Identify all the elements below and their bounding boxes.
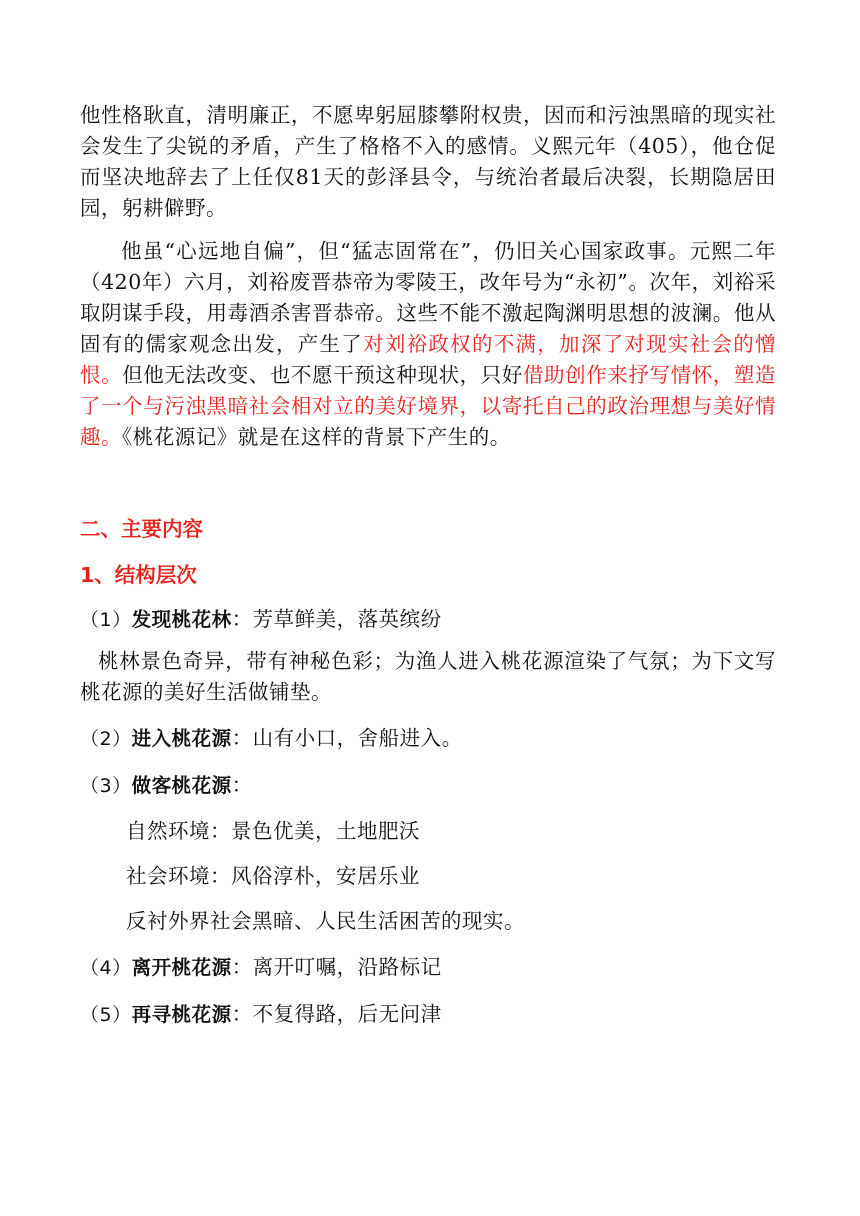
document-body xyxy=(80,96,776,1031)
item-label: 离开桃花源 xyxy=(131,956,232,979)
item-label: 再寻桃花源 xyxy=(131,1003,232,1026)
paragraph-2-highlight-a: 对刘裕政权的不满，加深了对现实社会的憎恨。 xyxy=(80,332,777,387)
background-paragraph-1: 他性格耿直，清明廉正，不愿卑躬屈膝攀附权贵，因而和污浊黑暗的现实社会发生了尖锐的矛盾，产生了格格不入的感情。义熙元年（405），他仓促而坚决地辞去了上任仅81天的彭泽县令，与统治者最后决裂，长期隐居田园，躬耕僻野。 xyxy=(80,103,776,220)
paragraph-2-text-b: 但他无法改变、也不愿干预这种现状，只好 xyxy=(122,363,523,387)
item-number: （1） xyxy=(80,609,132,631)
item-3-social-environment: 社会环境：风俗淳朴，安居乐业 xyxy=(126,864,420,888)
item-separator: ： xyxy=(231,726,253,750)
item-label: 发现桃花林 xyxy=(131,608,232,631)
background-paragraph-2 xyxy=(80,236,776,453)
item-separator: ： xyxy=(231,773,253,797)
section-heading: 二、主要内容 xyxy=(80,517,203,541)
item-3-contrast-note: 反衬外界社会黑暗、人民生活困苦的现实。 xyxy=(126,909,525,933)
item-text: 山有小口，舍船进入。 xyxy=(252,726,463,750)
item-1-description: 桃林景色奇异，带有神秘色彩；为渔人进入桃花源渲染了气氛；为下文写桃花源的美好生活做铺垫。 xyxy=(80,649,776,704)
paragraph-2-highlight-b: 借助创作来抒写情怀，塑造了一个与污浊黑暗社会相对立的美好境界，以寄托自己的政治理想与美好情趣。 xyxy=(80,363,776,449)
item-text: 离开叮嘱，沿路标记 xyxy=(252,955,442,979)
item-label: 做客桃花源 xyxy=(131,774,232,797)
item-separator: ： xyxy=(231,607,253,631)
structure-item-3 xyxy=(80,770,776,802)
item-number: （5） xyxy=(80,1004,132,1026)
paragraph-2-text-a: 他虽“心远地自偏”，但“猛志固常在”，仍旧关心国家政事。元熙二年（420年）六月，刘裕废晋恭帝为零陵王，改年号为“永初”。次年，刘裕采取阴谋手段，用毒酒杀害晋恭帝。这些不能不激起陶渊明思想的波澜。他从固有的儒家观念出发，产生了 xyxy=(80,239,776,356)
item-number: （3） xyxy=(80,775,132,797)
structure-item-1 xyxy=(80,604,776,636)
structure-item-5 xyxy=(80,999,776,1031)
item-separator: ： xyxy=(231,955,253,979)
item-number: （4） xyxy=(80,957,132,979)
item-text: 不复得路，后无问津 xyxy=(252,1002,442,1026)
structure-item-4 xyxy=(80,952,776,984)
item-number: （2） xyxy=(80,728,132,750)
item-label: 进入桃花源 xyxy=(131,727,232,750)
item-3-natural-environment: 自然环境：景色优美，土地肥沃 xyxy=(126,819,420,843)
structure-item-2 xyxy=(80,723,776,755)
item-separator: ： xyxy=(231,1002,253,1026)
subsection-heading: 1、结构层次 xyxy=(80,563,197,587)
paragraph-2-text-c: 《桃花源记》就是在这样的背景下产生的。 xyxy=(122,425,511,449)
item-text: 芳草鲜美，落英缤纷 xyxy=(252,607,442,631)
